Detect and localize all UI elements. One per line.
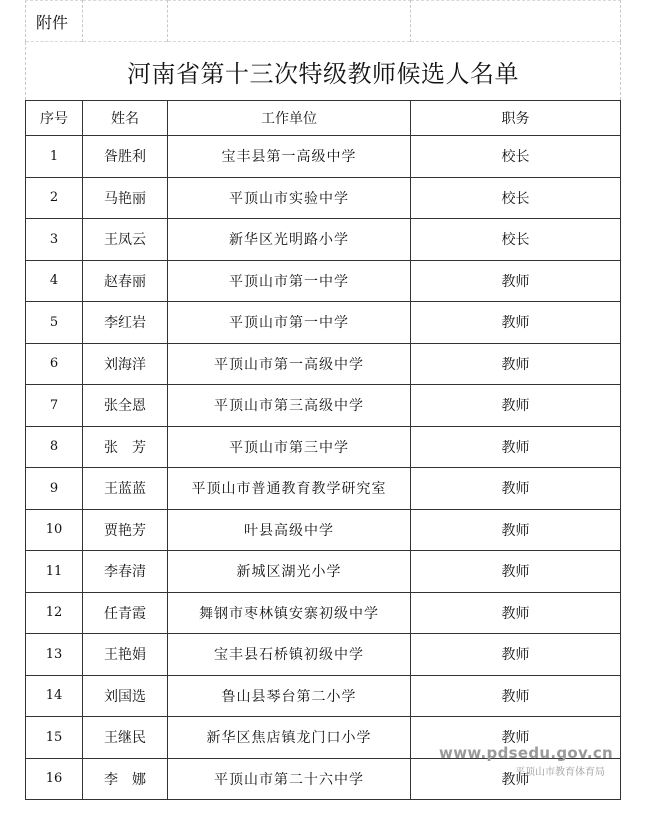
table-row [26,177,621,219]
cell-no: 5 [26,302,83,344]
watermark-org: 平顶山市教育体育局 [515,767,605,778]
table-row [26,675,621,717]
cell-unit: 宝丰县石桥镇初级中学 [168,634,411,676]
empty-cell [411,1,621,42]
header-name: 姓名 [83,101,168,136]
cell-unit: 叶县高级中学 [168,509,411,551]
cell-no: 10 [26,509,83,551]
cell-position: 教师 [411,385,621,427]
cell-position: 校长 [411,219,621,261]
cell-no: 2 [26,177,83,219]
cell-position: 教师 [411,551,621,593]
candidate-table [25,0,621,800]
cell-position: 教师 [411,717,621,759]
cell-unit: 平顶山市第二十六中学 [168,758,411,800]
cell-position: 教师 [411,509,621,551]
table-row [26,468,621,510]
table-row [26,758,621,800]
cell-name: 马艳丽 [83,177,168,219]
cell-name: 王凤云 [83,219,168,261]
cell-position: 教师 [411,758,621,800]
cell-position: 教师 [411,592,621,634]
cell-name: 李红岩 [83,302,168,344]
cell-unit: 平顶山市普通教育教学研究室 [168,468,411,510]
cell-no: 14 [26,675,83,717]
cell-unit: 平顶山市实验中学 [168,177,411,219]
cell-position: 校长 [411,177,621,219]
document-sheet [25,0,620,800]
table-row [26,426,621,468]
cell-unit: 平顶山市第三高级中学 [168,385,411,427]
cell-no: 12 [26,592,83,634]
table-row [26,634,621,676]
title-row [26,42,621,101]
cell-position: 教师 [411,634,621,676]
cell-unit: 平顶山市第一中学 [168,302,411,344]
cell-position: 教师 [411,260,621,302]
cell-position: 教师 [411,426,621,468]
cell-position: 教师 [411,675,621,717]
empty-cell [83,1,168,42]
cell-no: 15 [26,717,83,759]
cell-unit: 宝丰县第一高级中学 [168,136,411,178]
watermark-url: www.pdsedu.gov.cn [439,744,613,762]
cell-no: 9 [26,468,83,510]
cell-name: 王艳娟 [83,634,168,676]
cell-no: 8 [26,426,83,468]
table-row [26,302,621,344]
table-row [26,343,621,385]
cell-no: 6 [26,343,83,385]
cell-position: 教师 [411,468,621,510]
document-title: 河南省第十三次特级教师候选人名单 [26,42,621,101]
cell-position: 教师 [411,343,621,385]
cell-unit: 新华区光明路小学 [168,219,411,261]
table-row [26,551,621,593]
cell-position: 校长 [411,136,621,178]
cell-no: 13 [26,634,83,676]
cell-unit: 平顶山市第一高级中学 [168,343,411,385]
cell-name: 昝胜利 [83,136,168,178]
table-row [26,260,621,302]
cell-unit: 新华区焦店镇龙门口小学 [168,717,411,759]
cell-name: 李 娜 [83,758,168,800]
table-row [26,136,621,178]
cell-unit: 平顶山市第一中学 [168,260,411,302]
header-no: 序号 [26,101,83,136]
cell-no: 3 [26,219,83,261]
cell-no: 4 [26,260,83,302]
cell-name: 王蓝蓝 [83,468,168,510]
table-row [26,385,621,427]
table-header-row [26,101,621,136]
table-row [26,717,621,759]
cell-name: 刘海洋 [83,343,168,385]
header-unit: 工作单位 [168,101,411,136]
table-row [26,509,621,551]
cell-name: 任青霞 [83,592,168,634]
cell-no: 16 [26,758,83,800]
empty-cell [168,1,411,42]
table-row [26,219,621,261]
cell-no: 7 [26,385,83,427]
table-row [26,592,621,634]
cell-unit: 平顶山市第三中学 [168,426,411,468]
cell-position: 教师 [411,302,621,344]
cell-unit: 鲁山县琴台第二小学 [168,675,411,717]
cell-name: 刘国选 [83,675,168,717]
cell-name: 赵春丽 [83,260,168,302]
cell-name: 张全恩 [83,385,168,427]
cell-no: 11 [26,551,83,593]
cell-name: 李春清 [83,551,168,593]
cell-name: 王继民 [83,717,168,759]
cell-name: 张 芳 [83,426,168,468]
attachment-label: 附件 [26,1,83,42]
header-position: 职务 [411,101,621,136]
cell-no: 1 [26,136,83,178]
cell-unit: 新城区湖光小学 [168,551,411,593]
cell-name: 贾艳芳 [83,509,168,551]
cell-unit: 舞钢市枣林镇安寨初级中学 [168,592,411,634]
attachment-row [26,1,621,42]
